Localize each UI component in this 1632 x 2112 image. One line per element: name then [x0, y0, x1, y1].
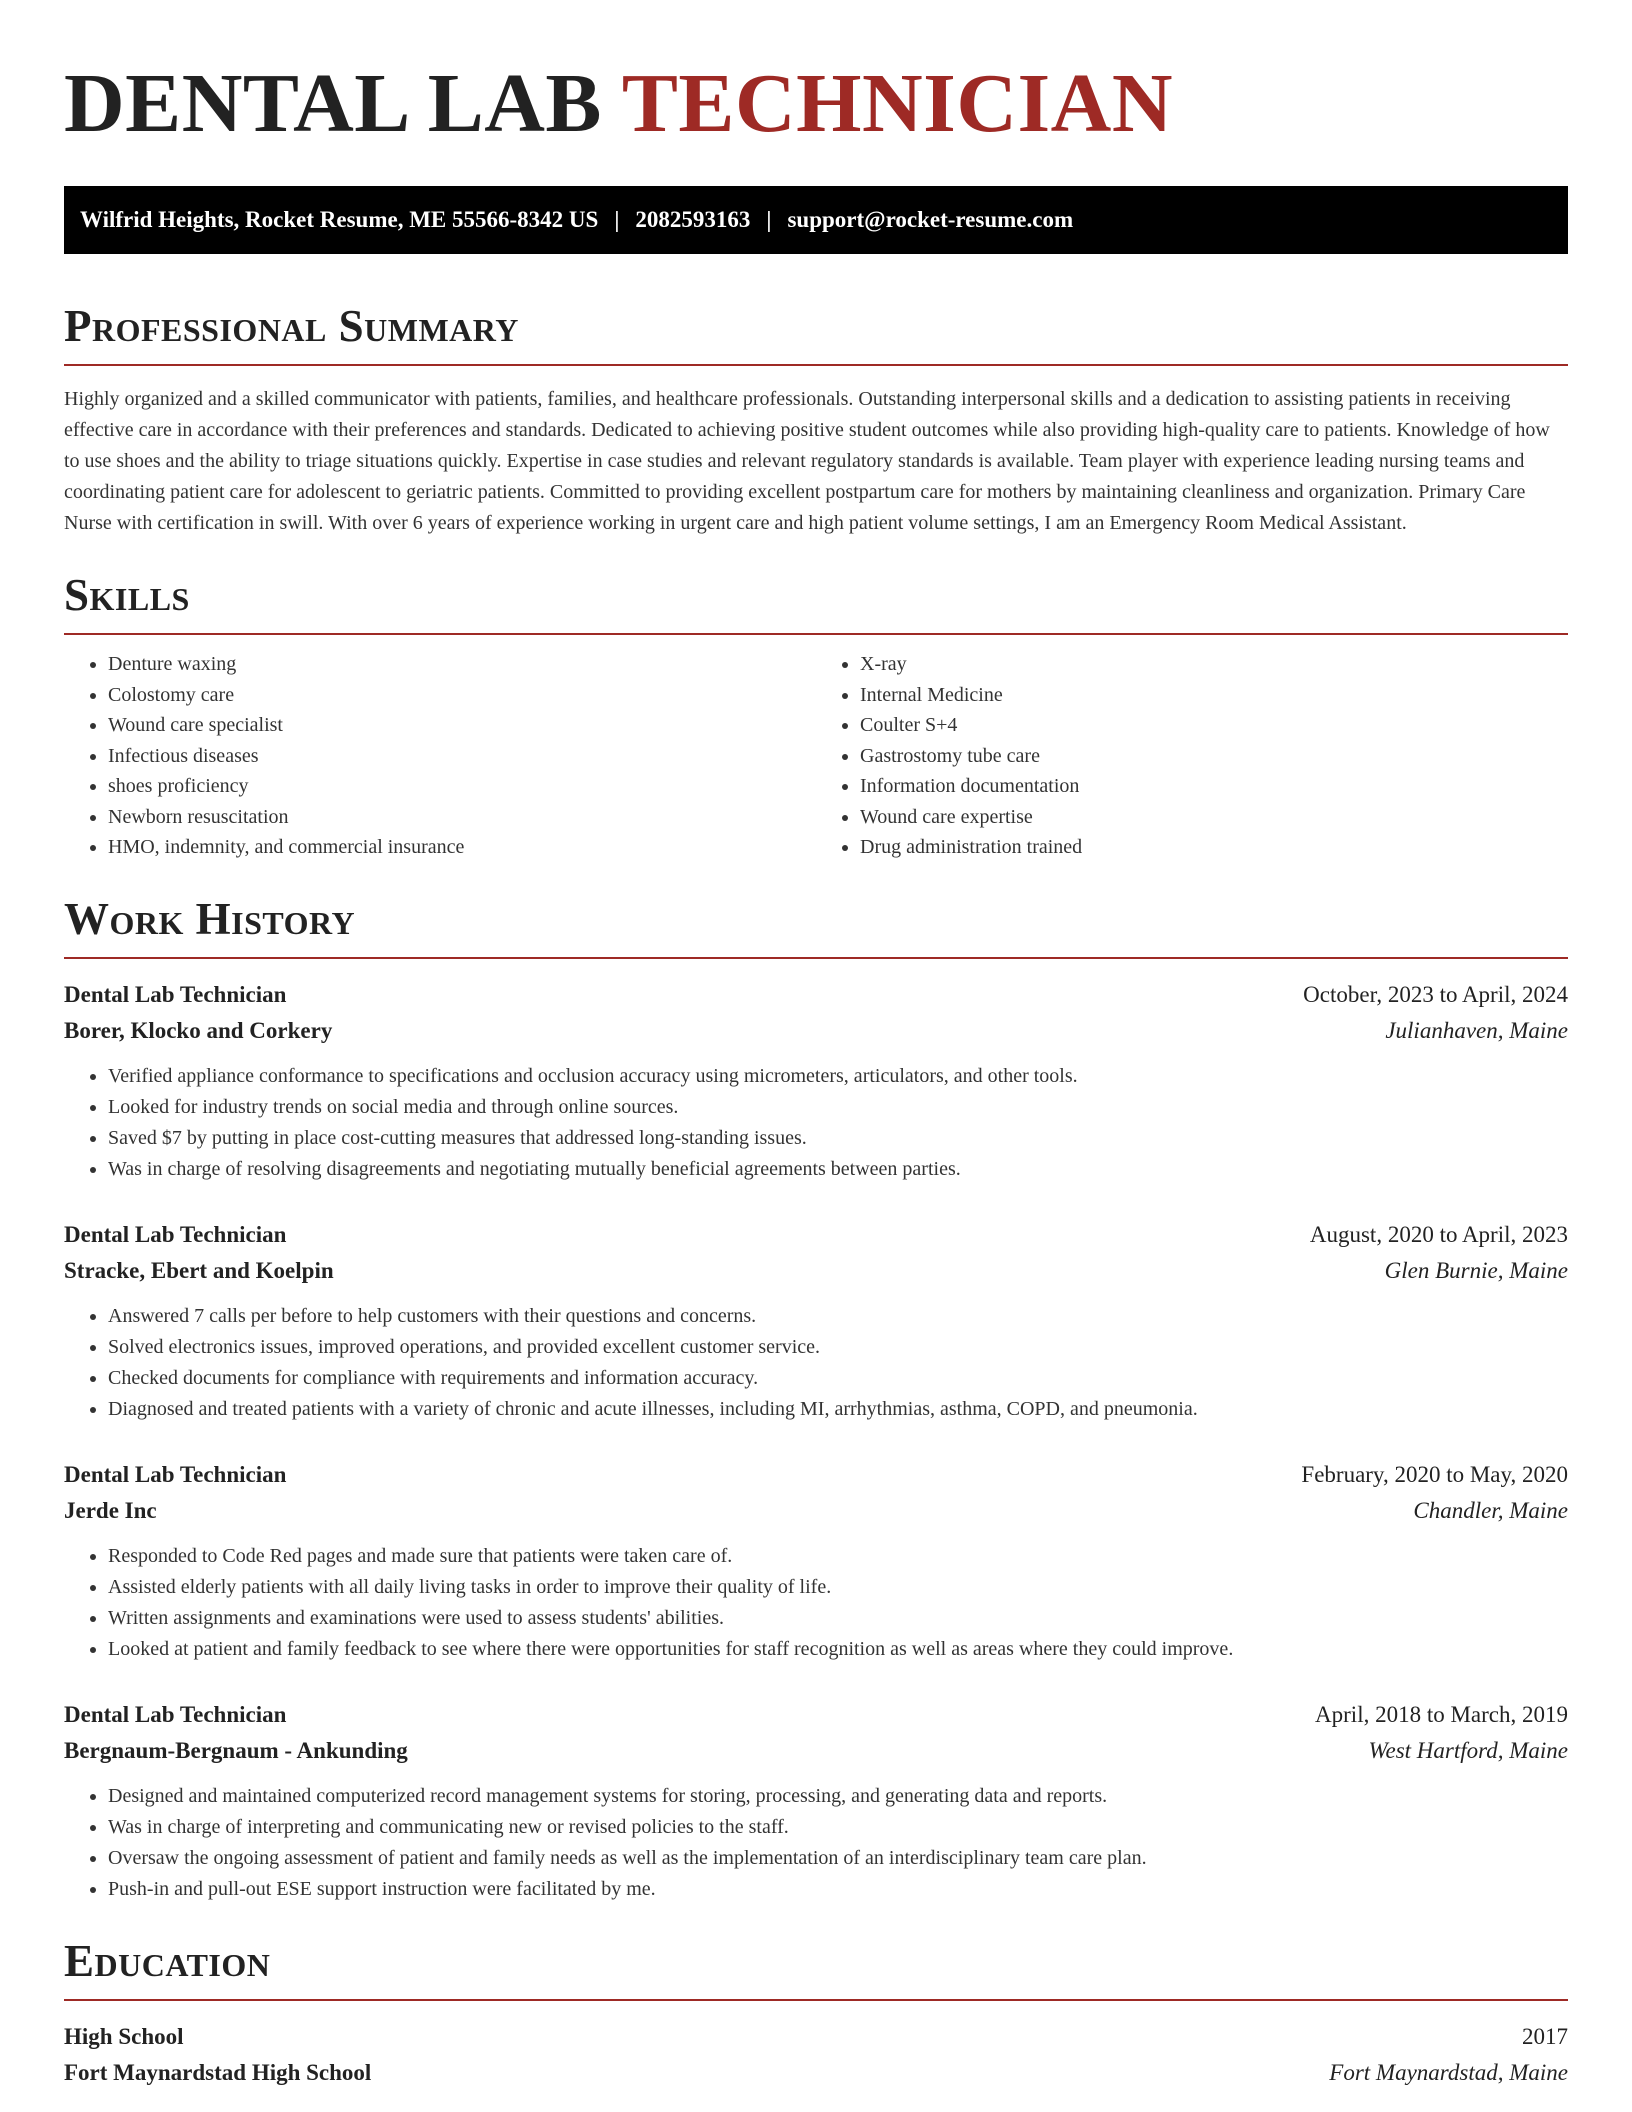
- education-entry: [64, 2019, 1568, 2091]
- contact-phone: 2082593163: [635, 207, 751, 232]
- skill-item: • Denture waxing: [108, 649, 816, 680]
- title-main: DENTAL LAB: [64, 57, 602, 150]
- summary-text: Highly organized and a skilled communicator with patients, families, and healthcare professionals. Outstanding interpersonal skills and a dedication to assisting patients in receiving effective care in accordance with their preferences and standards. Dedicated to achieving positive student outcomes while also providing high-quality care to patients. Knowledge of how to use shoes and the ability to triage situations quickly. Expertise in case studies and relevant regulatory standards is available. Team player with experience leading nursing teams and coordinating patient care for adolescent to geriatric patients. Committed to providing excellent postpartum care for mothers by maintaining cleanliness and organization. Primary Care Nurse with certification in swill. With over 6 years of experience working in urgent care and high patient volume settings, I am an Emergency Room Medical Assistant.: [64, 388, 1550, 534]
- section-divider: [64, 1999, 1568, 2001]
- skills-heading: Skills: [64, 570, 190, 620]
- job-bullet: • Looked for industry trends on social media and through online sources.: [108, 1092, 1568, 1123]
- job-bullets: [64, 1301, 1568, 1425]
- job-bullet: • Written assignments and examinations were used to assess students' abilities.: [108, 1603, 1568, 1634]
- skill-item: • Infectious diseases: [108, 741, 816, 772]
- job-dates: August, 2020 to April, 2023: [1309, 1221, 1568, 1247]
- work-history-section: [64, 893, 1568, 1905]
- job-subheader: [64, 1253, 1568, 1289]
- job-location: Chandler, Maine: [1413, 1497, 1568, 1523]
- education-header: [64, 2019, 1568, 2055]
- work-history-heading: Work History: [64, 893, 356, 944]
- section-divider: [64, 633, 1568, 635]
- contact-bar: [64, 186, 1568, 254]
- education-year: 2017: [1522, 2023, 1568, 2049]
- education-heading: Education: [64, 1935, 271, 1986]
- skill-item: • Wound care expertise: [860, 802, 1568, 833]
- section-divider: [64, 364, 1568, 366]
- skill-item: • Coulter S+4: [860, 710, 1568, 741]
- job-bullet: • Oversaw the ongoing assessment of patient and family needs as well as the implementation of an interdisciplinary team care plan.: [108, 1843, 1568, 1874]
- job-bullets: [64, 1061, 1568, 1185]
- skill-item: • Internal Medicine: [860, 680, 1568, 711]
- job-header: [64, 1217, 1568, 1253]
- skill-item: • shoes proficiency: [108, 771, 816, 802]
- job-dates: October, 2023 to April, 2024: [1303, 981, 1568, 1007]
- job-bullet: • Answered 7 calls per before to help customers with their questions and concerns.: [108, 1301, 1568, 1332]
- skill-item: • HMO, indemnity, and commercial insurance: [108, 832, 816, 863]
- skill-item: • Drug administration trained: [860, 832, 1568, 863]
- education-school: Fort Maynardstad High School: [64, 2059, 372, 2085]
- contact-address: Wilfrid Heights, Rocket Resume, ME 55566-8342 US: [80, 207, 599, 232]
- job-bullet: • Responded to Code Red pages and made sure that patients were taken care of.: [108, 1541, 1568, 1572]
- job-dates: February, 2020 to May, 2020: [1301, 1461, 1568, 1487]
- job-bullets: [64, 1541, 1568, 1665]
- job-subheader: [64, 1013, 1568, 1049]
- skills-section: [64, 569, 1568, 863]
- job-company: Bergnaum-Bergnaum - Ankunding: [64, 1737, 408, 1763]
- skills-list-right: [816, 649, 1568, 863]
- skill-item: • Newborn resuscitation: [108, 802, 816, 833]
- summary-heading: Professional Summary: [64, 301, 519, 351]
- skill-item: • Information documentation: [860, 771, 1568, 802]
- education-degree: High School: [64, 2023, 184, 2049]
- job-location: Glen Burnie, Maine: [1384, 1257, 1568, 1283]
- job-bullet: • Saved $7 by putting in place cost-cutting measures that addressed long-standing issues.: [108, 1123, 1568, 1154]
- education-subheader: [64, 2055, 1568, 2091]
- job-subheader: [64, 1733, 1568, 1769]
- job-bullet: • Diagnosed and treated patients with a variety of chronic and acute illnesses, including MI, arrhythmias, asthma, COPD, and pneumonia.: [108, 1394, 1568, 1425]
- resume-title: [64, 56, 1568, 152]
- section-divider: [64, 957, 1568, 959]
- job-company: Stracke, Ebert and Koelpin: [64, 1257, 334, 1283]
- job-subheader: [64, 1493, 1568, 1529]
- skill-item: • Colostomy care: [108, 680, 816, 711]
- job-header: [64, 977, 1568, 1013]
- job-dates: April, 2018 to March, 2019: [1315, 1701, 1568, 1727]
- job-bullet: • Verified appliance conformance to specifications and occlusion accuracy using micrometers, articulators, and other tools.: [108, 1061, 1568, 1092]
- job-location: West Hartford, Maine: [1368, 1737, 1568, 1763]
- job-entry: [64, 1457, 1568, 1665]
- job-bullet: • Was in charge of interpreting and communicating new or revised policies to the staff.: [108, 1812, 1568, 1843]
- job-bullets: [64, 1781, 1568, 1905]
- skills-list-left: [64, 649, 816, 863]
- job-title: Dental Lab Technician: [64, 1461, 287, 1487]
- skill-item: • Wound care specialist: [108, 710, 816, 741]
- job-bullet: • Looked at patient and family feedback to see where there were opportunities for staff recognition as well as areas where they could improve.: [108, 1634, 1568, 1665]
- job-entry: [64, 977, 1568, 1185]
- job-location: Julianhaven, Maine: [1385, 1017, 1568, 1043]
- summary-section: [64, 300, 1568, 539]
- skill-item: • Gastrostomy tube care: [860, 741, 1568, 772]
- contact-separator: |: [766, 207, 772, 232]
- job-header: [64, 1457, 1568, 1493]
- job-entry: [64, 1697, 1568, 1905]
- job-bullet: • Checked documents for compliance with requirements and information accuracy.: [108, 1363, 1568, 1394]
- job-bullet: • Was in charge of resolving disagreements and negotiating mutually beneficial agreements between parties.: [108, 1154, 1568, 1185]
- job-title: Dental Lab Technician: [64, 1701, 287, 1727]
- title-accent: TECHNICIAN: [621, 57, 1173, 150]
- education-section: [64, 1935, 1568, 2091]
- contact-separator: |: [614, 207, 620, 232]
- job-bullet: • Designed and maintained computerized record management systems for storing, processing, and generating data and reports.: [108, 1781, 1568, 1812]
- job-bullet: • Assisted elderly patients with all daily living tasks in order to improve their quality of life.: [108, 1572, 1568, 1603]
- job-title: Dental Lab Technician: [64, 981, 287, 1007]
- skill-item: • X-ray: [860, 649, 1568, 680]
- skills-columns: [64, 649, 1568, 863]
- job-bullet: • Push-in and pull-out ESE support instruction were facilitated by me.: [108, 1874, 1568, 1905]
- contact-email: support@rocket-resume.com: [787, 207, 1074, 232]
- job-header: [64, 1697, 1568, 1733]
- job-company: Jerde Inc: [64, 1497, 157, 1523]
- education-location: Fort Maynardstad, Maine: [1329, 2059, 1568, 2085]
- job-title: Dental Lab Technician: [64, 1221, 287, 1247]
- job-entry: [64, 1217, 1568, 1425]
- job-company: Borer, Klocko and Corkery: [64, 1017, 333, 1043]
- job-bullet: • Solved electronics issues, improved operations, and provided excellent customer service.: [108, 1332, 1568, 1363]
